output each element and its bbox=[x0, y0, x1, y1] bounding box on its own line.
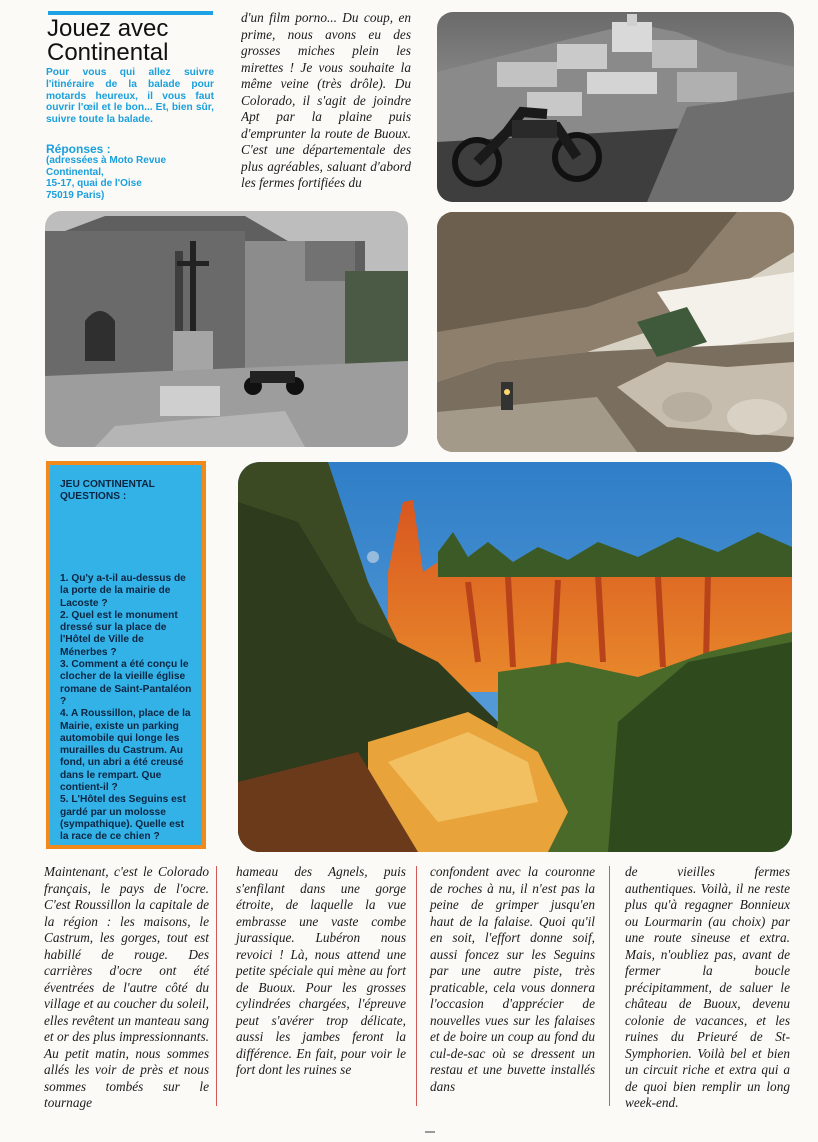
intro-text: Pour vous qui allez suivre l'itinéraire de la balade pour motards heureux, il vous faut ouvrir l'œil et le bon... Et, bien sûr, suivre toute la balade. bbox=[46, 67, 214, 126]
body-column-3: confondent avec la couronne de roches à nu, il n'est pas la peine de grimper jusqu'en haut de la falaise. Quoi qu'il en soit, l'effort donne soif, aussi foncez sur les Seguins par une autre piste, très praticable, cela vous donnera l'occasion d'apprécier de nouvelles vues sur les falaises et de boire un coup au fond du cul-de-sac où se dressent un restau et une buvette installés dans bbox=[430, 864, 595, 1094]
photo-church-cross bbox=[45, 211, 408, 447]
quiz-question: 2. Quel est le monument dressé sur la place de l'Hôtel de Ville de Ménerbes ? bbox=[60, 609, 178, 658]
page-mark bbox=[425, 1131, 435, 1133]
answers-heading: Réponses : bbox=[46, 142, 111, 156]
column-divider bbox=[609, 866, 610, 1106]
column-divider bbox=[216, 866, 217, 1106]
quiz-question: 3. Comment a été conçu le clocher de la vieille église romane de Saint-Pantaléon ? bbox=[60, 659, 192, 707]
column-divider bbox=[416, 866, 417, 1106]
quiz-title bbox=[60, 479, 194, 503]
photo-village-motorcycle bbox=[437, 12, 794, 202]
quiz-question: 4. A Roussillon, place de la Mairie, existe un parking automobile qui longe les murailles du Castrum. Au fond, un abri a été creusé dans le rempart. Que contient-il ? bbox=[60, 708, 191, 794]
title-line-2: Continental bbox=[47, 39, 169, 66]
photo-ochre-cliffs bbox=[238, 462, 792, 852]
body-column-1: Maintenant, c'est le Colorado français, le pays de l'ocre. C'est Roussillon la capitale de la région : les maisons, le Castrum, les gorges, tout est habillé de rouge. Des carrières d'ocre ont été éventrées de l'autre côté du village et au coucher du soleil, elles revêtent un manteau sang et or des plus impressionnants. Au petit matin, nous sommes allés les voir de près et nous sommes tombés sur le tournage bbox=[44, 864, 209, 1110]
address-line: 15-17, quai de l'Oise bbox=[46, 178, 142, 189]
body-column-4: de vieilles fermes authentiques. Voilà, il ne reste plus qu'à regagner Bonnieux ou Lourmarin (au choix) par une route sineuse et extra. Mais, n'oubliez pas, avant de fermer la boucle précipitamment, de saluer le château de Buoux, devenu colonie de vacances, et les ruines du Prieuré de St-Symphorien. Voilà bel et bien un circuit riche et extra qui a de quoi bien remplir un long week-end. bbox=[625, 864, 790, 1110]
answers-address bbox=[46, 155, 216, 201]
quiz-title-line-2: QUESTIONS : bbox=[60, 491, 127, 502]
photo-rock-overhang bbox=[437, 212, 794, 452]
address-line: (adressées à Moto Revue bbox=[46, 155, 167, 166]
page-title bbox=[47, 17, 247, 65]
address-line: Continental, bbox=[46, 166, 104, 178]
body-column-2: hameau des Agnels, puis s'enfilant dans une gorge étroite, de laquelle la vue embrasse une vaste combe jurassique. Lubéron nous revoici ! Là, nous attend une petite spéciale qui mène au fort de Buoux. Pour les grosses cylindrées chargées, l'épreuve peut s'avérer trop délicate, aussi les jambes feront la différence. En fait, pour voir le fort dont les ruines se bbox=[236, 864, 406, 1077]
top-column-text: d'un film porno... Du coup, en prime, nous avons eu des grosses miches plein les mirettes ! Je vous souhaite la même veine (très drôle). Du Colorado, il s'agit de joindre Apt par la plaine puis d'emprunter la route de Buoux. C'est une départementale des plus agréables, saluant d'abord les fermes fortifiées du bbox=[241, 10, 411, 190]
quiz-question: 1. Qu'y a-t-il au-dessus de la porte de la mairie de Lacoste ? bbox=[60, 573, 186, 609]
quiz-title-line-1: JEU CONTINENTAL bbox=[60, 479, 155, 490]
title-line-1: Jouez avec bbox=[47, 15, 169, 42]
quiz-question: 5. L'Hôtel des Seguins est gardé par un molosse (sympathique). Quelle est la race de ce chien ? bbox=[60, 794, 186, 843]
address-line: 75019 Paris) bbox=[46, 189, 105, 201]
quiz-box bbox=[46, 461, 206, 849]
